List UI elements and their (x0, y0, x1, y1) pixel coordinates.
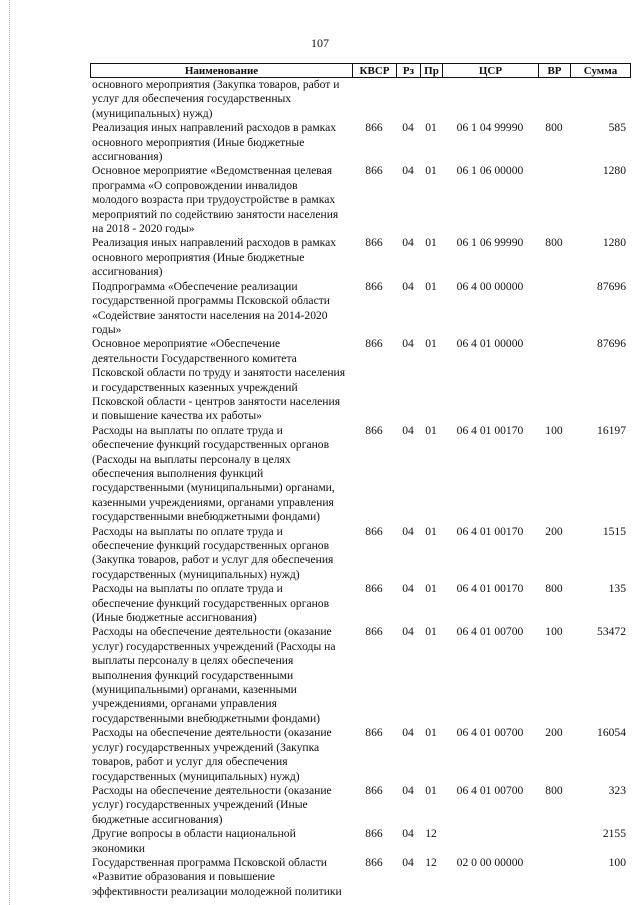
row-sum: 16197 (597, 423, 626, 437)
table-row (90, 726, 630, 784)
row-rz: 04 (402, 337, 414, 351)
row-sum: 1280 (602, 236, 626, 250)
row-name: Расходы на обеспечение деятельности (оказание услуг) государственных учреждений (Закупка товаров, работ и услуг для обеспечения государственных (муниципальных) нужд) (92, 726, 332, 783)
row-kvsr: 866 (365, 279, 383, 293)
row-name: Расходы на обеспечение деятельности (оказание услуг) государственных учреждений (Расходы на выплаты персоналу в целях обеспечения выполнения функций государственными (муниципальными) органами, казенными учреждениями, органами управления государственными внебюджетными фондами) (92, 625, 336, 725)
row-name: Расходы на выплаты по оплате труда и обеспечение функций государственных органов (Иные бюджетные ассигнования) (92, 582, 330, 625)
row-rz: 04 (402, 524, 414, 538)
row-name: Расходы на выплаты по оплате труда и обеспечение функций государственных органов (Закупка товаров, работ и услуг для обеспечения государственных (муниципальных) нужд) (92, 524, 334, 581)
row-vr: 800 (545, 236, 563, 250)
header-kvsr: КВСР (353, 64, 397, 78)
row-sum: 87696 (597, 337, 626, 351)
row-pr (420, 78, 442, 121)
row-kvsr: 866 (365, 726, 383, 740)
row-csr: 06 4 01 00700 (456, 726, 524, 740)
budget-table (90, 78, 630, 899)
row-csr: 06 1 06 00000 (456, 164, 524, 178)
row-name: Реализация иных направлений расходов в рамках основного мероприятия (Иные бюджетные ассигнования) (92, 121, 337, 164)
row-name: Подпрограмма «Обеспечение реализации государственной программы Псковской области «Содействие занятости населения на 2014-2020 годы» (92, 279, 330, 336)
row-csr: 02 0 00 00000 (456, 855, 524, 869)
table-row (90, 582, 630, 625)
row-vr: 200 (545, 726, 563, 740)
row-pr: 01 (425, 625, 437, 639)
row-rz: 04 (402, 726, 414, 740)
row-rz: 04 (402, 423, 414, 437)
row-csr: 06 4 01 00000 (456, 337, 524, 351)
row-vr: 100 (545, 625, 563, 639)
row-csr (442, 78, 538, 121)
row-pr: 01 (425, 337, 437, 351)
header-sum: Сумма (571, 64, 631, 78)
row-kvsr: 866 (365, 337, 383, 351)
row-csr: 06 1 06 99990 (456, 236, 524, 250)
row-rz: 04 (402, 164, 414, 178)
row-kvsr: 866 (365, 423, 383, 437)
row-name: Реализация иных направлений расходов в рамках основного мероприятия (Иные бюджетные ассигнования) (92, 236, 337, 279)
row-pr: 01 (425, 121, 437, 135)
row-pr: 01 (425, 164, 437, 178)
row-rz: 04 (402, 121, 414, 135)
row-csr: 06 4 01 00170 (456, 423, 524, 437)
table-row (90, 424, 630, 525)
row-vr (538, 164, 570, 236)
row-kvsr: 866 (365, 121, 383, 135)
row-sum: 1280 (602, 164, 626, 178)
row-name: Расходы на обеспечение деятельности (оказание услуг) государственных учреждений (Иные бюджетные ассигнования) (92, 783, 332, 826)
row-pr: 01 (425, 582, 437, 596)
page-edge-line (9, 0, 10, 905)
row-rz: 04 (402, 279, 414, 293)
row-csr: 06 4 01 00170 (456, 582, 524, 596)
row-name: основного мероприятия (Закупка товаров, работ и услуг для обеспечения государственных (муниципальных) нужд) (92, 78, 340, 120)
table-row (90, 525, 630, 583)
row-vr: 800 (545, 582, 563, 596)
row-vr (538, 827, 570, 856)
row-vr: 800 (545, 783, 563, 797)
row-rz: 04 (402, 625, 414, 639)
row-sum: 87696 (597, 279, 626, 293)
row-csr: 06 4 01 00700 (456, 783, 524, 797)
header-vr: ВР (539, 64, 571, 78)
row-rz: 04 (402, 582, 414, 596)
row-vr (538, 280, 570, 338)
row-kvsr: 866 (365, 582, 383, 596)
row-kvsr (352, 78, 396, 121)
row-sum: 1515 (602, 524, 626, 538)
table-row (90, 337, 630, 423)
table-row (90, 78, 630, 121)
row-pr: 12 (425, 827, 437, 841)
row-pr: 01 (425, 279, 437, 293)
header-csr: ЦСР (443, 64, 539, 78)
row-csr (442, 827, 538, 856)
header-name: Наименование (91, 64, 353, 78)
row-pr: 12 (425, 855, 437, 869)
table-row (90, 164, 630, 236)
page-number: 107 (311, 36, 329, 50)
row-sum (570, 78, 630, 121)
row-sum: 2155 (602, 827, 626, 841)
row-sum: 100 (608, 855, 626, 869)
table-row (90, 784, 630, 827)
row-name: Основное мероприятие «Ведомственная целевая программа «О сопровождении инвалидов молодого возраста при трудоустройстве в рамках мероприятий по содействию занятости населения на 2018 - 2020 годы» (92, 164, 339, 236)
row-rz: 04 (402, 783, 414, 797)
table-row (90, 121, 630, 164)
row-pr: 01 (425, 236, 437, 250)
row-sum: 53472 (597, 625, 626, 639)
row-csr: 06 4 01 00700 (456, 625, 524, 639)
row-kvsr: 866 (365, 164, 383, 178)
row-vr: 200 (545, 524, 563, 538)
row-vr: 800 (545, 121, 563, 135)
table-row (90, 236, 630, 279)
row-rz: 04 (402, 236, 414, 250)
row-pr: 01 (425, 423, 437, 437)
row-name: Расходы на выплаты по оплате труда и обеспечение функций государственных органов (Расходы на выплаты персоналу в целях обеспечения выполнения функций государственными (муниципальными) органами, казенными учреждениями, органами управления государственными внебюджетными фондами) (92, 423, 335, 524)
row-csr: 06 1 04 99990 (456, 121, 524, 135)
row-name: Государственная программа Псковской области «Развитие образования и повышение эффективности реализации молодежной политики (92, 855, 342, 898)
row-pr: 01 (425, 524, 437, 538)
row-kvsr: 866 (365, 827, 383, 841)
row-vr: 100 (545, 423, 563, 437)
row-csr: 06 4 00 00000 (456, 279, 524, 293)
row-kvsr: 866 (365, 236, 383, 250)
row-sum: 135 (608, 582, 626, 596)
row-kvsr: 866 (365, 524, 383, 538)
table-row (90, 856, 630, 899)
header-pr: Пр (421, 64, 443, 78)
row-kvsr: 866 (365, 783, 383, 797)
row-vr (538, 337, 570, 423)
row-sum: 585 (608, 121, 626, 135)
table-header (90, 63, 631, 78)
row-vr (538, 78, 570, 121)
row-vr (538, 856, 570, 899)
row-kvsr: 866 (365, 625, 383, 639)
row-rz: 04 (402, 827, 414, 841)
row-sum: 16054 (597, 726, 626, 740)
row-kvsr: 866 (365, 855, 383, 869)
row-rz (396, 78, 420, 121)
table-row (90, 280, 630, 338)
row-pr: 01 (425, 726, 437, 740)
row-csr: 06 4 01 00170 (456, 524, 524, 538)
row-name: Другие вопросы в области национальной экономики (92, 827, 296, 855)
row-rz: 04 (402, 855, 414, 869)
row-pr: 01 (425, 783, 437, 797)
row-name: Основное мероприятие «Обеспечение деятельности Государственного комитета Псковской области по труду и занятости населения и государственных казенных учреждений Псковской области - центров занятости населения и повышение качества их работы» (92, 337, 346, 423)
table-row (90, 827, 630, 856)
row-sum: 323 (608, 783, 626, 797)
header-rz: Рз (397, 64, 421, 78)
table-row (90, 625, 630, 726)
